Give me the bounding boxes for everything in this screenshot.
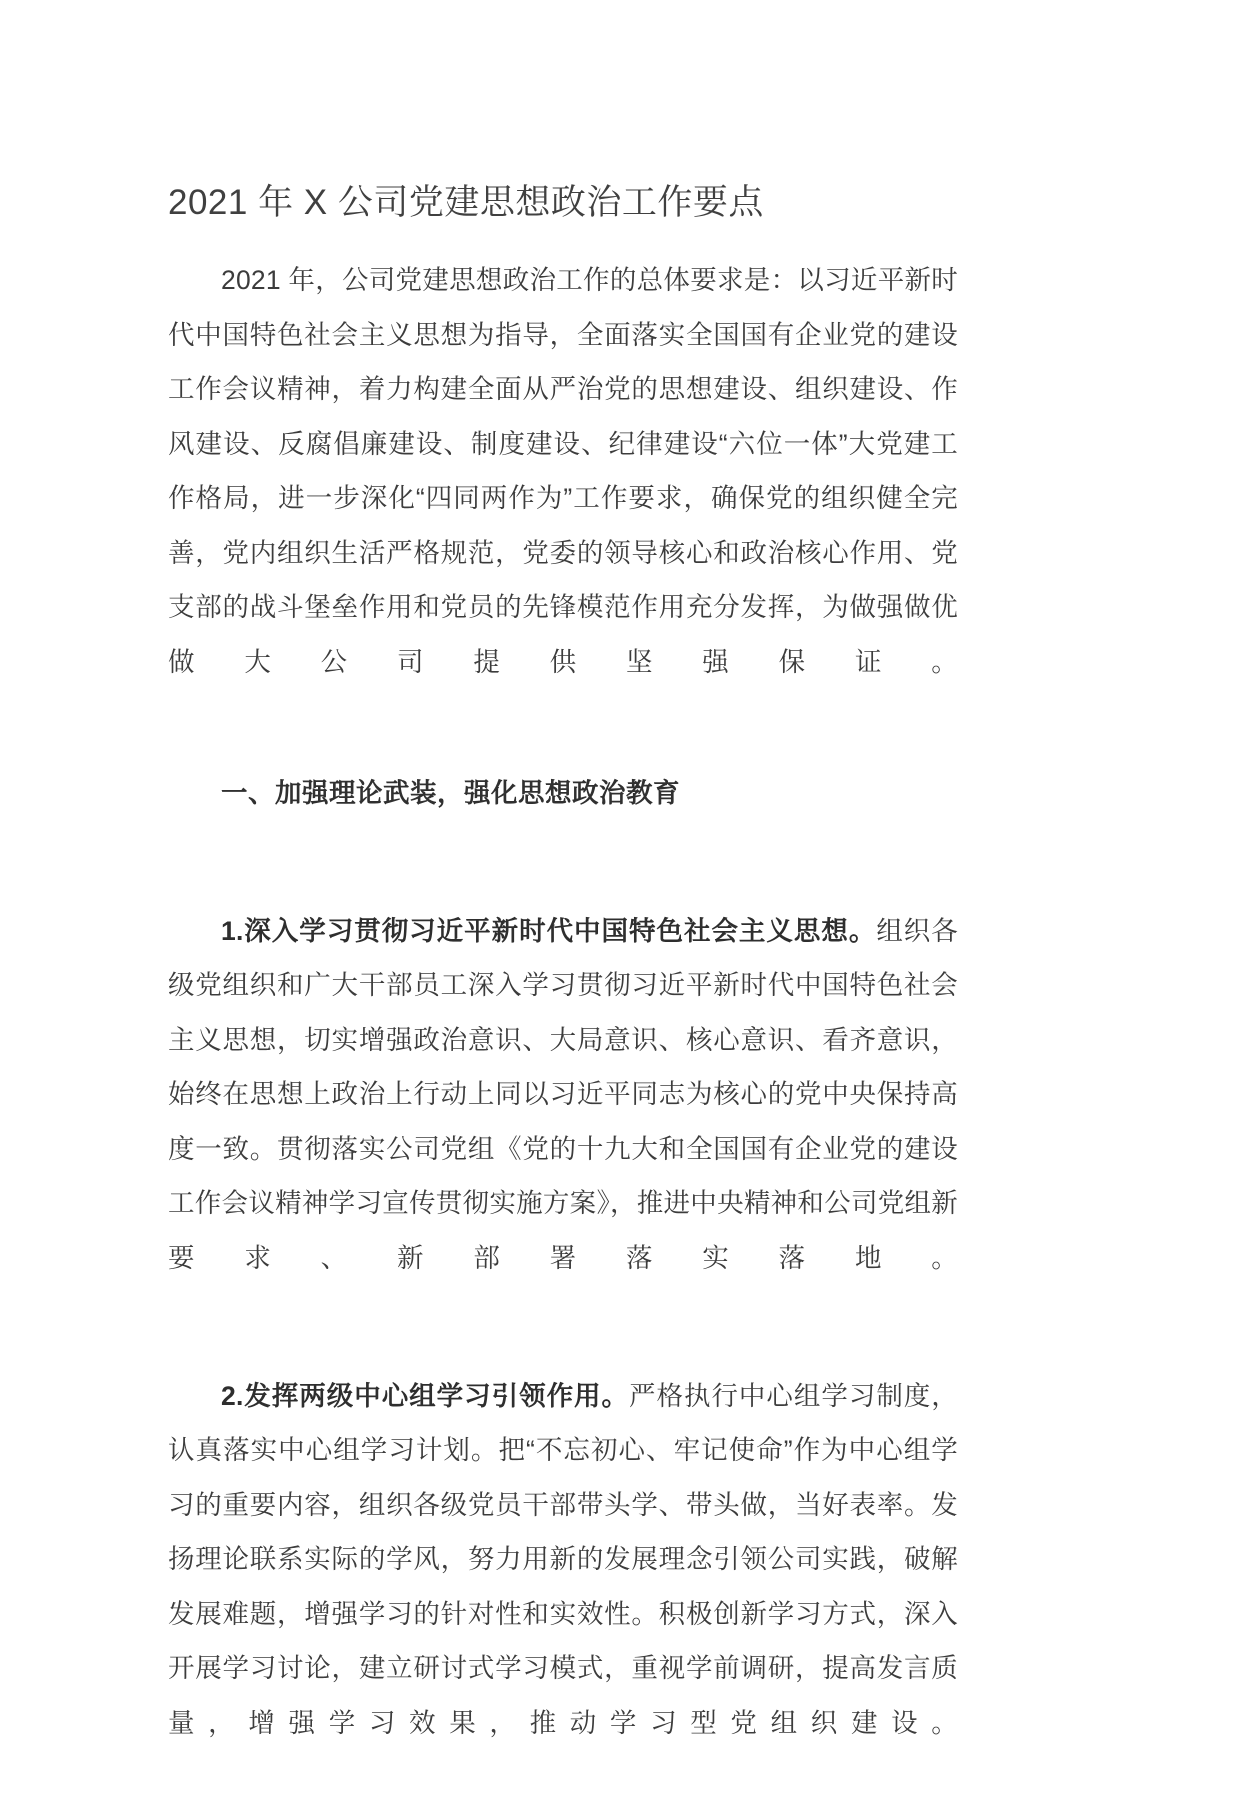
document-content [168,0,958,1805]
section-one-item-2 [168,1369,958,1805]
item-1-lead: 深入学习贯彻习近平新时代中国特色社会主义思想。 [243,915,877,946]
section-heading-one: 一、加强理论武装，强化思想政治教育 [221,777,680,808]
item-2-lead: 发挥两级中心组学习引领作用。 [243,1380,630,1411]
intro-paragraph: 2021 年，公司党建思想政治工作的总体要求是：以习近平新时代中国特色社会主义思想为指导，全面落实全国国有企业党的建设工作会议精神，着力构建全面从严治党的思想建设、组织建设、作风建设、反腐倡廉建设、制度建设、纪律建设“六位一体”大党建工作格局，进一步深化“四同两作为”工作要求，确保党的组织健全完善，党内组织生活严格规范，党委的领导核心和政治核心作用、党支部的战斗堡垒作用和党员的先锋模范作用充分发挥，为做强做优做大公司提供坚强保证。 [168,265,958,677]
item-1-number: 1. [221,915,244,946]
item-2-body: 严格执行中心组学习制度，认真落实中心组学习计划。把“不忘初心、牢记使命”作为中心组学习的重要内容，组织各级党员干部带头学、带头做，当好表率。发扬理论联系实际的学风，努力用新的发展理念引领公司实践，破解发展难题，增强学习的针对性和实效性。积极创新学习方式，深入开展学习讨论，建立研讨式学习模式，重视学前调研，提高发言质量，增强学习效果，推动学习型党组织建设。 [168,1380,958,1738]
section-one-item-1 [168,904,958,1340]
page-title: 2021 年 X 公司党建思想政治工作要点 [168,183,764,222]
item-1-body: 组织各级党组织和广大干部员工深入学习贯彻习近平新时代中国特色社会主义思想，切实增强政治意识、大局意识、核心意识、看齐意识，始终在思想上政治上行动上同以习近平同志为核心的党中央保持高度一致。贯彻落实公司党组《党的十九大和全国国有企业党的建设工作会议精神学习宣传贯彻实施方案》，推进中央精神和公司党组新要求、新部署落实落地。 [168,915,958,1273]
item-2-number: 2. [221,1380,244,1411]
